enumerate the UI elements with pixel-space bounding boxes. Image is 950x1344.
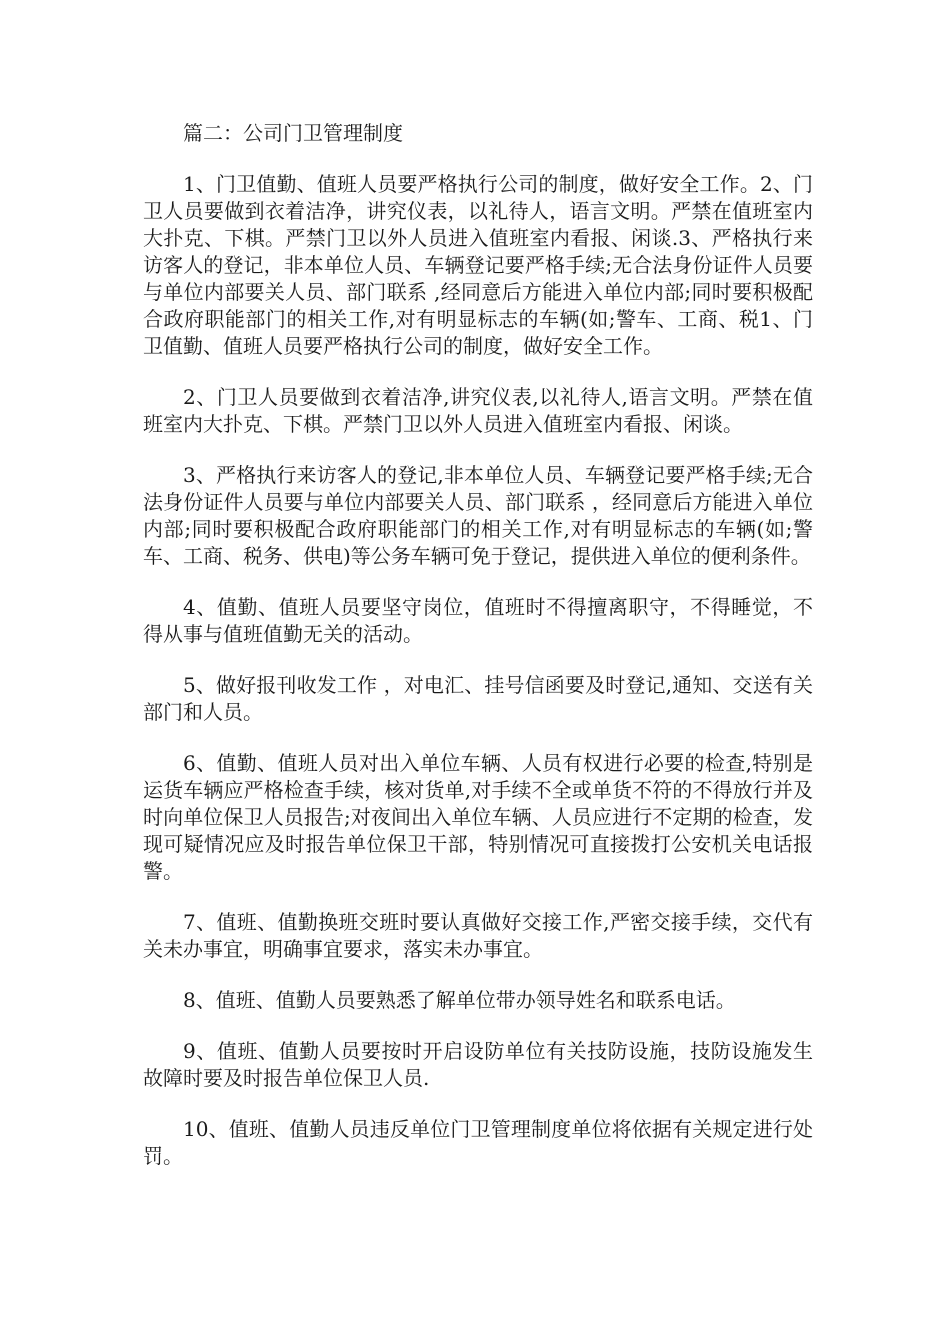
paragraph-9: 9、值班、值勤人员要按时开启设防单位有关技防设施，技防设施发生故障时要及时报告单位保卫人员. — [143, 1039, 813, 1090]
paragraph-2: 2、门卫人员要做到衣着洁净,讲究仪表,以礼待人,语言文明。严禁在值班室内大扑克、下棋。严禁门卫以外人员进入值班室内看报、闲谈。 — [143, 385, 813, 436]
paragraph-3: 3、严格执行来访客人的登记,非本单位人员、车辆登记要严格手续;无合法身份证件人员要与单位内部要关人员、部门联系 ，经同意后方能进入单位内部;同时要积极配合政府职能部门的相关工作,对有明显标志的车辆(如;警车、工商、税务、供电)等公务车辆可免于登记，提供进入单位的便利条件。 — [143, 463, 813, 568]
paragraph-6: 6、值勤、值班人员对出入单位车辆、人员有权进行必要的检查,特别是运货车辆应严格检查手续，核对货单,对手续不全或单货不符的不得放行并及时向单位保卫人员报告;对夜间出入单位车辆、人员应进行不定期的检查，发现可疑情况应及时报告单位保卫干部，特别情况可直接拨打公安机关电话报警。 — [143, 751, 813, 883]
paragraph-4: 4、值勤、值班人员要坚守岗位，值班时不得擅离职守，不得睡觉，不得从事与值班值勤无关的活动。 — [143, 595, 813, 646]
document-title: 篇二：公司门卫管理制度 — [183, 121, 403, 145]
paragraph-7: 7、值班、值勤换班交班时要认真做好交接工作,严密交接手续，交代有关未办事宜，明确事宜要求，落实未办事宜。 — [143, 910, 813, 961]
paragraph-5: 5、做好报刊收发工作 ，对电汇、挂号信函要及时登记,通知、交送有关部门和人员。 — [143, 673, 813, 724]
paragraph-1: 1、门卫值勤、值班人员要严格执行公司的制度，做好安全工作。2、门卫人员要做到衣着洁净，讲究仪表，以礼待人，语言文明。严禁在值班室内大扑克、下棋。严禁门卫以外人员进入值班室内看报、闲谈.3、严格执行来访客人的登记，非本单位人员、车辆登记要严格手续;无合法身份证件人员要与单位内部要关人员、部门联系 ,经同意后方能进入单位内部;同时要积极配合政府职能部门的相关工作,对有明显标志的车辆(如;警车、工商、税1、门卫值勤、值班人员要严格执行公司的制度，做好安全工作。 — [143, 172, 813, 358]
paragraph-10: 10、值班、值勤人员违反单位门卫管理制度单位将依据有关规定进行处罚。 — [143, 1117, 813, 1168]
document-body — [143, 120, 813, 1194]
paragraph-8: 8、值班、值勤人员要熟悉了解单位带办领导姓名和联系电话。 — [183, 988, 736, 1012]
